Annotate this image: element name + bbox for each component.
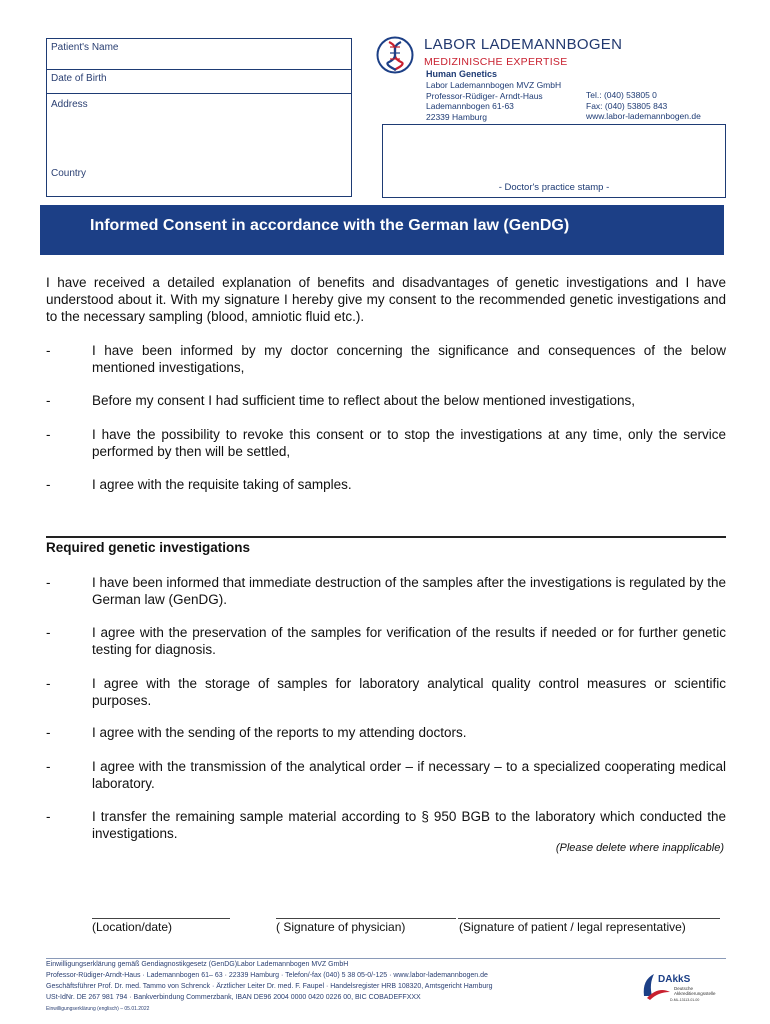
consent-item-text: Before my consent I had sufficient time to reflect about the below mentioned investigations, xyxy=(92,393,636,408)
required-item xyxy=(46,675,726,709)
bullet-dash: - xyxy=(46,575,51,590)
required-item xyxy=(46,808,726,842)
footer-version: Einwilligungserklärung (englisch) – 05.01.2022 xyxy=(46,1006,150,1012)
patient-signature-line[interactable] xyxy=(458,918,720,919)
bullet-dash: - xyxy=(46,427,51,442)
lab-logo-icon xyxy=(376,36,414,74)
department-label: Human Genetics xyxy=(426,69,498,79)
bullet-dash: - xyxy=(46,809,51,824)
consent-item-text: I agree with the requisite taking of samples. xyxy=(92,477,352,492)
address-line: 22339 Hamburg xyxy=(426,111,487,122)
consent-item-text: I have the possibility to revoke this consent or to stop the investigations at any time, only the service performed by then will be settled, xyxy=(92,427,726,459)
required-investigations-heading: Required genetic investigations xyxy=(46,540,251,555)
location-date-label: (Location/date) xyxy=(92,920,173,934)
bullet-dash: - xyxy=(46,725,51,740)
dakks-code-text: D-ML-13113-01-00 xyxy=(670,998,700,1002)
consent-item xyxy=(46,392,726,409)
required-item-text: I have been informed that immediate destruction of the samples after the investigations is regulated by the German law (GenDG). xyxy=(92,575,726,607)
footer-divider xyxy=(46,958,726,959)
required-item xyxy=(46,758,726,792)
divider xyxy=(47,93,351,94)
bullet-dash: - xyxy=(46,477,51,492)
bullet-dash: - xyxy=(46,343,51,358)
bullet-dash: - xyxy=(46,759,51,774)
bullet-dash: - xyxy=(46,625,51,640)
consent-item-text: I have been informed by my doctor concerning the significance and consequences of the below mentioned investigations, xyxy=(92,343,726,375)
lab-name: LABOR LADEMANNBOGEN xyxy=(424,36,623,53)
required-item-text: I agree with the preservation of the samples for verification of the results if needed or for further genetic testing for diagnosis. xyxy=(92,625,726,657)
required-item xyxy=(46,624,726,658)
physician-signature-label: ( Signature of physician) xyxy=(276,920,406,934)
stamp-label: - Doctor's practice stamp - xyxy=(498,182,610,193)
dakks-sub-text: Deutsche xyxy=(674,986,694,991)
website-text: www.labor-lademannbogen.de xyxy=(586,111,701,122)
fax-text: Fax: (040) 53805 843 xyxy=(586,100,668,111)
dakks-logo-text: DAkkS xyxy=(658,974,691,985)
consent-item xyxy=(46,476,726,493)
patient-info-box xyxy=(46,38,352,197)
country-label: Country xyxy=(51,168,87,179)
document-title: Informed Consent in accordance with the German law (GenDG) xyxy=(90,217,570,234)
dakks-accreditation-logo-icon xyxy=(640,966,720,1006)
consent-item xyxy=(46,426,726,460)
address-line: Labor Lademannbogen MVZ GmbH xyxy=(426,80,562,90)
intro-paragraph: I have received a detailed explanation of benefits and disadvantages of genetic investigations and I have understood about it. With my signature I hereby give my consent to the recommended genetic investigations and to the necessary sampling (blood, amniotic fluid etc.). xyxy=(46,275,726,324)
required-item-text: I transfer the remaining sample material according to § 950 BGB to the laboratory which conducted the investigations. xyxy=(92,809,726,841)
lab-address xyxy=(426,80,561,122)
required-item-text: I agree with the storage of samples for laboratory analytical quality control measures or scientific purposes. xyxy=(92,676,726,708)
footer-line: Professor-Rüdiger-Arndt-Haus · Lademannbogen 61– 63 · 22339 Hamburg · Telefon/-fax (040) 5 38 05-0/-125 · www.labor-lademannbogen.de xyxy=(46,972,488,979)
delete-note: (Please delete where inapplicable) xyxy=(555,842,724,854)
dakks-sub-text: Akkreditierungsstelle xyxy=(674,991,716,996)
patient-signature-label: (Signature of patient / legal representative) xyxy=(459,920,686,934)
address-line: Professor-Rüdiger- Arndt-Haus xyxy=(426,90,543,101)
footer-line: Geschäftsführer Prof. Dr. med. Tammo von Schrenck · Ärztlicher Leiter Dr. med. F. Faupel · Handelsregister HRB 108320, Amtsgericht Hamburg xyxy=(46,983,493,990)
bullet-dash: - xyxy=(46,393,51,408)
lab-tagline: MEDIZINISCHE EXPERTISE xyxy=(424,56,568,68)
address-line: Lademannbogen 61-63 xyxy=(426,101,514,112)
bullet-dash: - xyxy=(46,676,51,691)
section-divider xyxy=(46,536,726,538)
dob-label: Date of Birth xyxy=(51,73,107,84)
physician-signature-line[interactable] xyxy=(276,918,456,919)
document-title-bar xyxy=(40,205,724,255)
footer-line: USt-IdNr. DE 267 981 794 · Bankverbindung Commerzbank, IBAN DE96 2004 0000 0420 0226 00, BIC COBADEFFXXX xyxy=(46,994,421,1001)
address-label: Address xyxy=(51,99,88,110)
required-item-text: I agree with the transmission of the analytical order – if necessary – to a specialized cooperating medical laboratory. xyxy=(92,759,726,791)
patient-name-label: Patient's Name xyxy=(51,42,119,53)
consent-item xyxy=(46,342,726,376)
phone-text: Tel.: (040) 53805 0 xyxy=(586,90,657,100)
divider xyxy=(47,69,351,70)
footer-line: Einwilligungserklärung gemäß Gendiagnostikgesetz (GenDG)Labor Lademannbogen MVZ GmbH xyxy=(46,961,349,968)
doctor-stamp-box xyxy=(382,124,726,198)
lab-contact xyxy=(586,90,701,122)
required-item-text: I agree with the sending of the reports to my attending doctors. xyxy=(92,725,467,740)
required-item xyxy=(46,724,726,741)
required-item xyxy=(46,574,726,608)
location-signature-line[interactable] xyxy=(92,918,230,919)
